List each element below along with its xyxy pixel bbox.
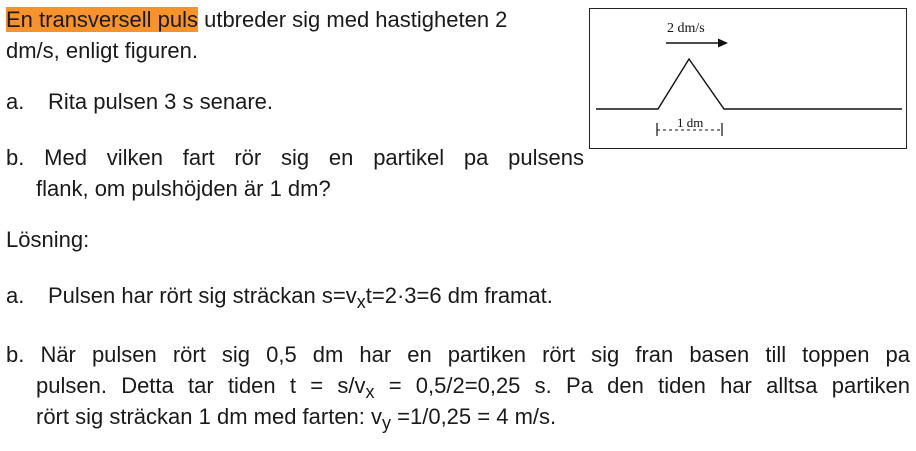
arrow-right-icon bbox=[666, 39, 728, 48]
intro-line-1 bbox=[6, 4, 586, 35]
answer-b-line-3 bbox=[6, 401, 910, 432]
answer-a-subscript: x bbox=[356, 292, 366, 312]
intro-line-2: dm/s, enligt figuren. bbox=[6, 38, 198, 63]
question-a-label: a. bbox=[6, 89, 25, 114]
answer-a bbox=[6, 280, 553, 311]
question-a bbox=[6, 86, 273, 117]
question-b bbox=[6, 142, 584, 204]
answer-b-line-2 bbox=[6, 370, 910, 401]
answer-b bbox=[6, 339, 910, 432]
answer-b-line-1 bbox=[6, 339, 910, 370]
pulse-diagram bbox=[590, 9, 908, 150]
speed-label: 2 dm/s bbox=[667, 21, 705, 36]
answer-b-text-1: När pulsen rört sig 0,5 dm har en partiken rört sig fran basen till toppen pa bbox=[40, 342, 910, 367]
answer-b-subscript-y: y bbox=[382, 413, 392, 433]
question-b-line-2: flank, om pulshöjden är 1 dm? bbox=[36, 176, 331, 201]
answer-a-label: a. bbox=[6, 283, 25, 308]
pulse-figure bbox=[589, 8, 907, 149]
answer-a-text-2: t=2·3=6 dm framat. bbox=[365, 283, 553, 308]
question-a-text: Rita pulsen 3 s senare. bbox=[48, 89, 274, 114]
answer-b-text-3a: rört sig sträckan 1 dm med farten: v bbox=[36, 404, 383, 429]
width-label: 1 dm bbox=[677, 115, 704, 130]
answer-a-text-1: Pulsen har rört sig sträckan s=v bbox=[48, 283, 357, 308]
answer-b-subscript-x: x bbox=[365, 382, 375, 402]
answer-b-text-2b: = 0,5/2=0,25 s. Pa den tiden har alltsa partiken bbox=[374, 373, 910, 398]
highlighted-phrase: En transversell puls bbox=[6, 7, 198, 32]
question-b-line-1 bbox=[6, 142, 584, 173]
intro-text: utbreder sig med hastigheten 2 bbox=[197, 7, 508, 32]
answer-b-text-3b: =1/0,25 = 4 m/s. bbox=[391, 404, 557, 429]
answer-b-text-2a: pulsen. Detta tar tiden t = s/v bbox=[36, 373, 366, 398]
question-b-label: b. bbox=[6, 145, 25, 170]
pulse-waveform bbox=[596, 59, 902, 109]
answer-b-label: b. bbox=[6, 342, 25, 367]
solution-heading: Lösning: bbox=[6, 227, 90, 252]
problem-statement bbox=[6, 4, 586, 66]
question-b-text-1: Med vilken fart rör sig en partikel pa pulsens bbox=[44, 145, 584, 170]
